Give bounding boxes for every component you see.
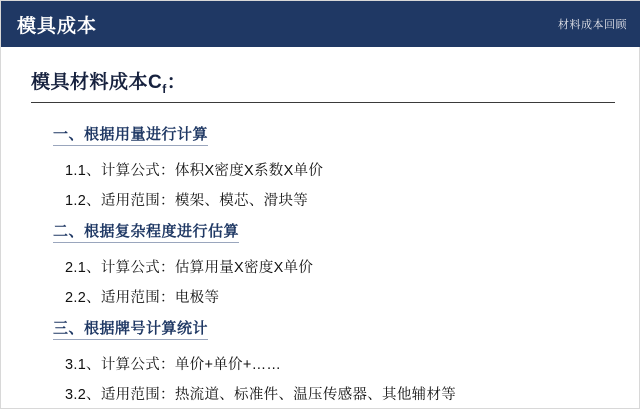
section-three-item-1: 3.1、计算公式：单价+单价+…… (65, 356, 282, 373)
section-three (53, 307, 623, 404)
section-one (53, 113, 623, 210)
main-heading-suffix: ： (166, 72, 187, 93)
main-heading-subscript: f (162, 81, 167, 96)
header-section-label: 材料成本回顾 (558, 19, 627, 31)
section-one-heading: 一、根据用量进行计算 (53, 123, 208, 146)
section-two-item-2: 2.2、适用范围：电极等 (65, 289, 220, 306)
page-title: 模具成本 (17, 15, 98, 37)
section-one-item-2: 1.2、适用范围：模架、模芯、滑块等 (65, 192, 309, 209)
section-three-item-2: 3.2、适用范围：热流道、标准件、温压传感器、其他辅材等 (65, 386, 457, 403)
section-two-heading: 二、根据复杂程度进行估算 (53, 220, 239, 243)
section-two-item-1: 2.1、计算公式：估算用量X密度X单价 (65, 259, 314, 276)
section-three-heading: 三、根据牌号计算统计 (53, 317, 208, 340)
title-divider (31, 102, 615, 103)
slide-body (1, 47, 640, 410)
main-heading (31, 67, 623, 96)
section-one-item-1: 1.1、计算公式：体积X密度X系数X单价 (65, 162, 324, 179)
slide-header (1, 1, 640, 47)
main-heading-prefix: 模具材料成本C (31, 72, 163, 93)
section-two (53, 210, 623, 307)
